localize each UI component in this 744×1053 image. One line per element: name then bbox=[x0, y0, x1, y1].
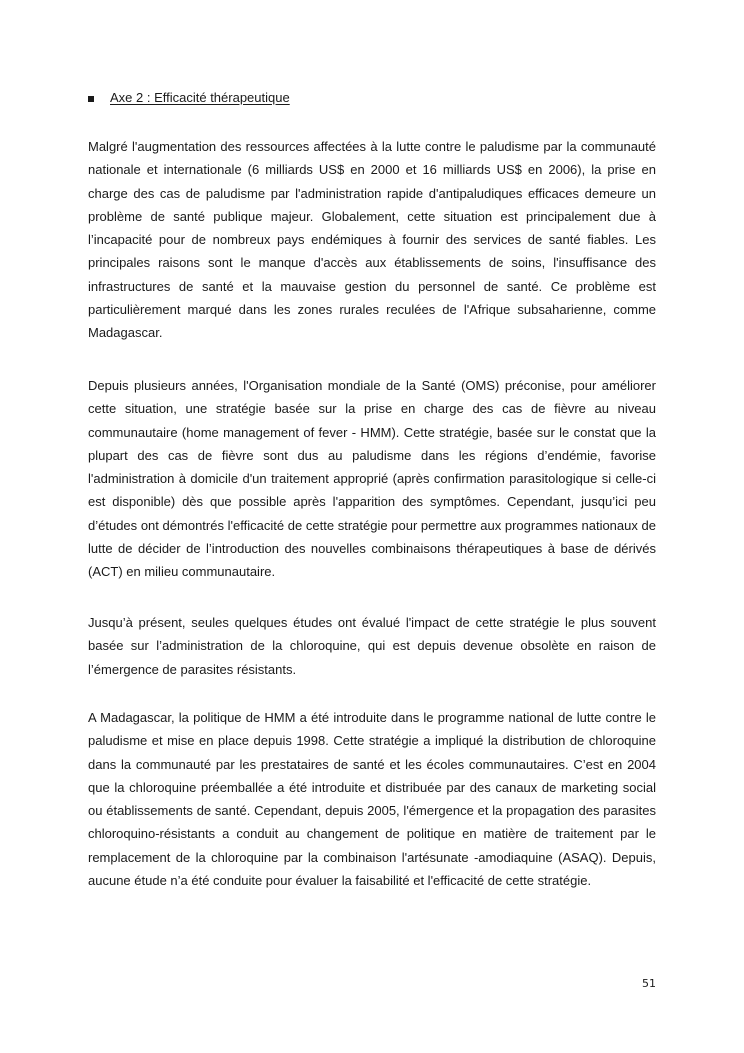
paragraph-2 bbox=[88, 374, 656, 584]
paragraph-1 bbox=[88, 135, 656, 345]
paragraph-text: A Madagascar, la politique de HMM a été introduite dans le programme national de lutte contre le paludisme et mise en place depuis 1998. Cette stratégie a impliqué la distribution de chloroquine dans la communauté par les prestataires de santé et les écoles communautaires. C’est en 2004 que la chloroquine préemballée a été introduite et distribuée par des canaux de marketing social ou établissements de santé. Cependant, depuis 2005, l'émergence et la propagation des parasites chloroquino-résistants a conduit au changement de politique en matière de traitement par le remplacement de la chloroquine par la combinaison l'artésunate -amodiaquine (ASAQ). Depuis, aucune étude n’a été conduite pour évaluer la faisabilité et l'efficacité de cette stratégie. bbox=[88, 710, 656, 889]
paragraph-text: Malgré l'augmentation des ressources affectées à la lutte contre le paludisme par la communauté nationale et internationale (6 milliards US$ en 2000 et 16 milliards US$ en 2006), la prise en charge des cas de paludisme par l'administration rapide d'antipaludiques efficaces demeure un problème de santé publique majeur. Globalement, cette situation est principalement due à l’incapacité pour de nombreux pays endémiques à fournir des services de santé fiables. Les principales raisons sont le manque d'accès aux établissements de soins, l'insuffisance des infrastructures de santé et la mauvaise gestion du personnel de santé. Ce problème est particulièrement marqué dans les zones rurales reculées de l'Afrique subsaharienne, comme Madagascar. bbox=[88, 139, 656, 341]
paragraph-4 bbox=[88, 706, 656, 892]
page-number: 51 bbox=[642, 977, 656, 990]
square-bullet-icon bbox=[88, 96, 94, 102]
paragraph-text: Depuis plusieurs années, l'Organisation mondiale de la Santé (OMS) préconise, pour améliorer cette situation, une stratégie basée sur la prise en charge des cas de fièvre au niveau communautaire (home management of fever - HMM). Cette stratégie, basée sur le constat que la plupart des cas de fièvre sont dus au paludisme dans les régions d’endémie, favorise l'administration à domicile d'un traitement approprié (après confirmation parasitologique si celle-ci est disponible) dès que possible après l'apparition des symptômes. Cependant, jusqu’ici peu d’études ont démontrés l'efficacité de cette stratégie pour permettre aux programmes nationaux de lutte de décider de l’introduction des nouvelles combinaisons thérapeutiques à base de dérivés (ACT) en milieu communautaire. bbox=[88, 378, 656, 580]
section-heading bbox=[88, 89, 290, 107]
section-heading-title: Axe 2 : Efficacité thérapeutique bbox=[110, 90, 290, 105]
paragraph-3 bbox=[88, 611, 656, 681]
paragraph-text: Jusqu’à présent, seules quelques études ont évalué l'impact de cette stratégie le plus souvent basée sur l’administration de la chloroquine, qui est depuis devenue obsolète en raison de l’émergence de parasites résistants. bbox=[88, 615, 656, 677]
